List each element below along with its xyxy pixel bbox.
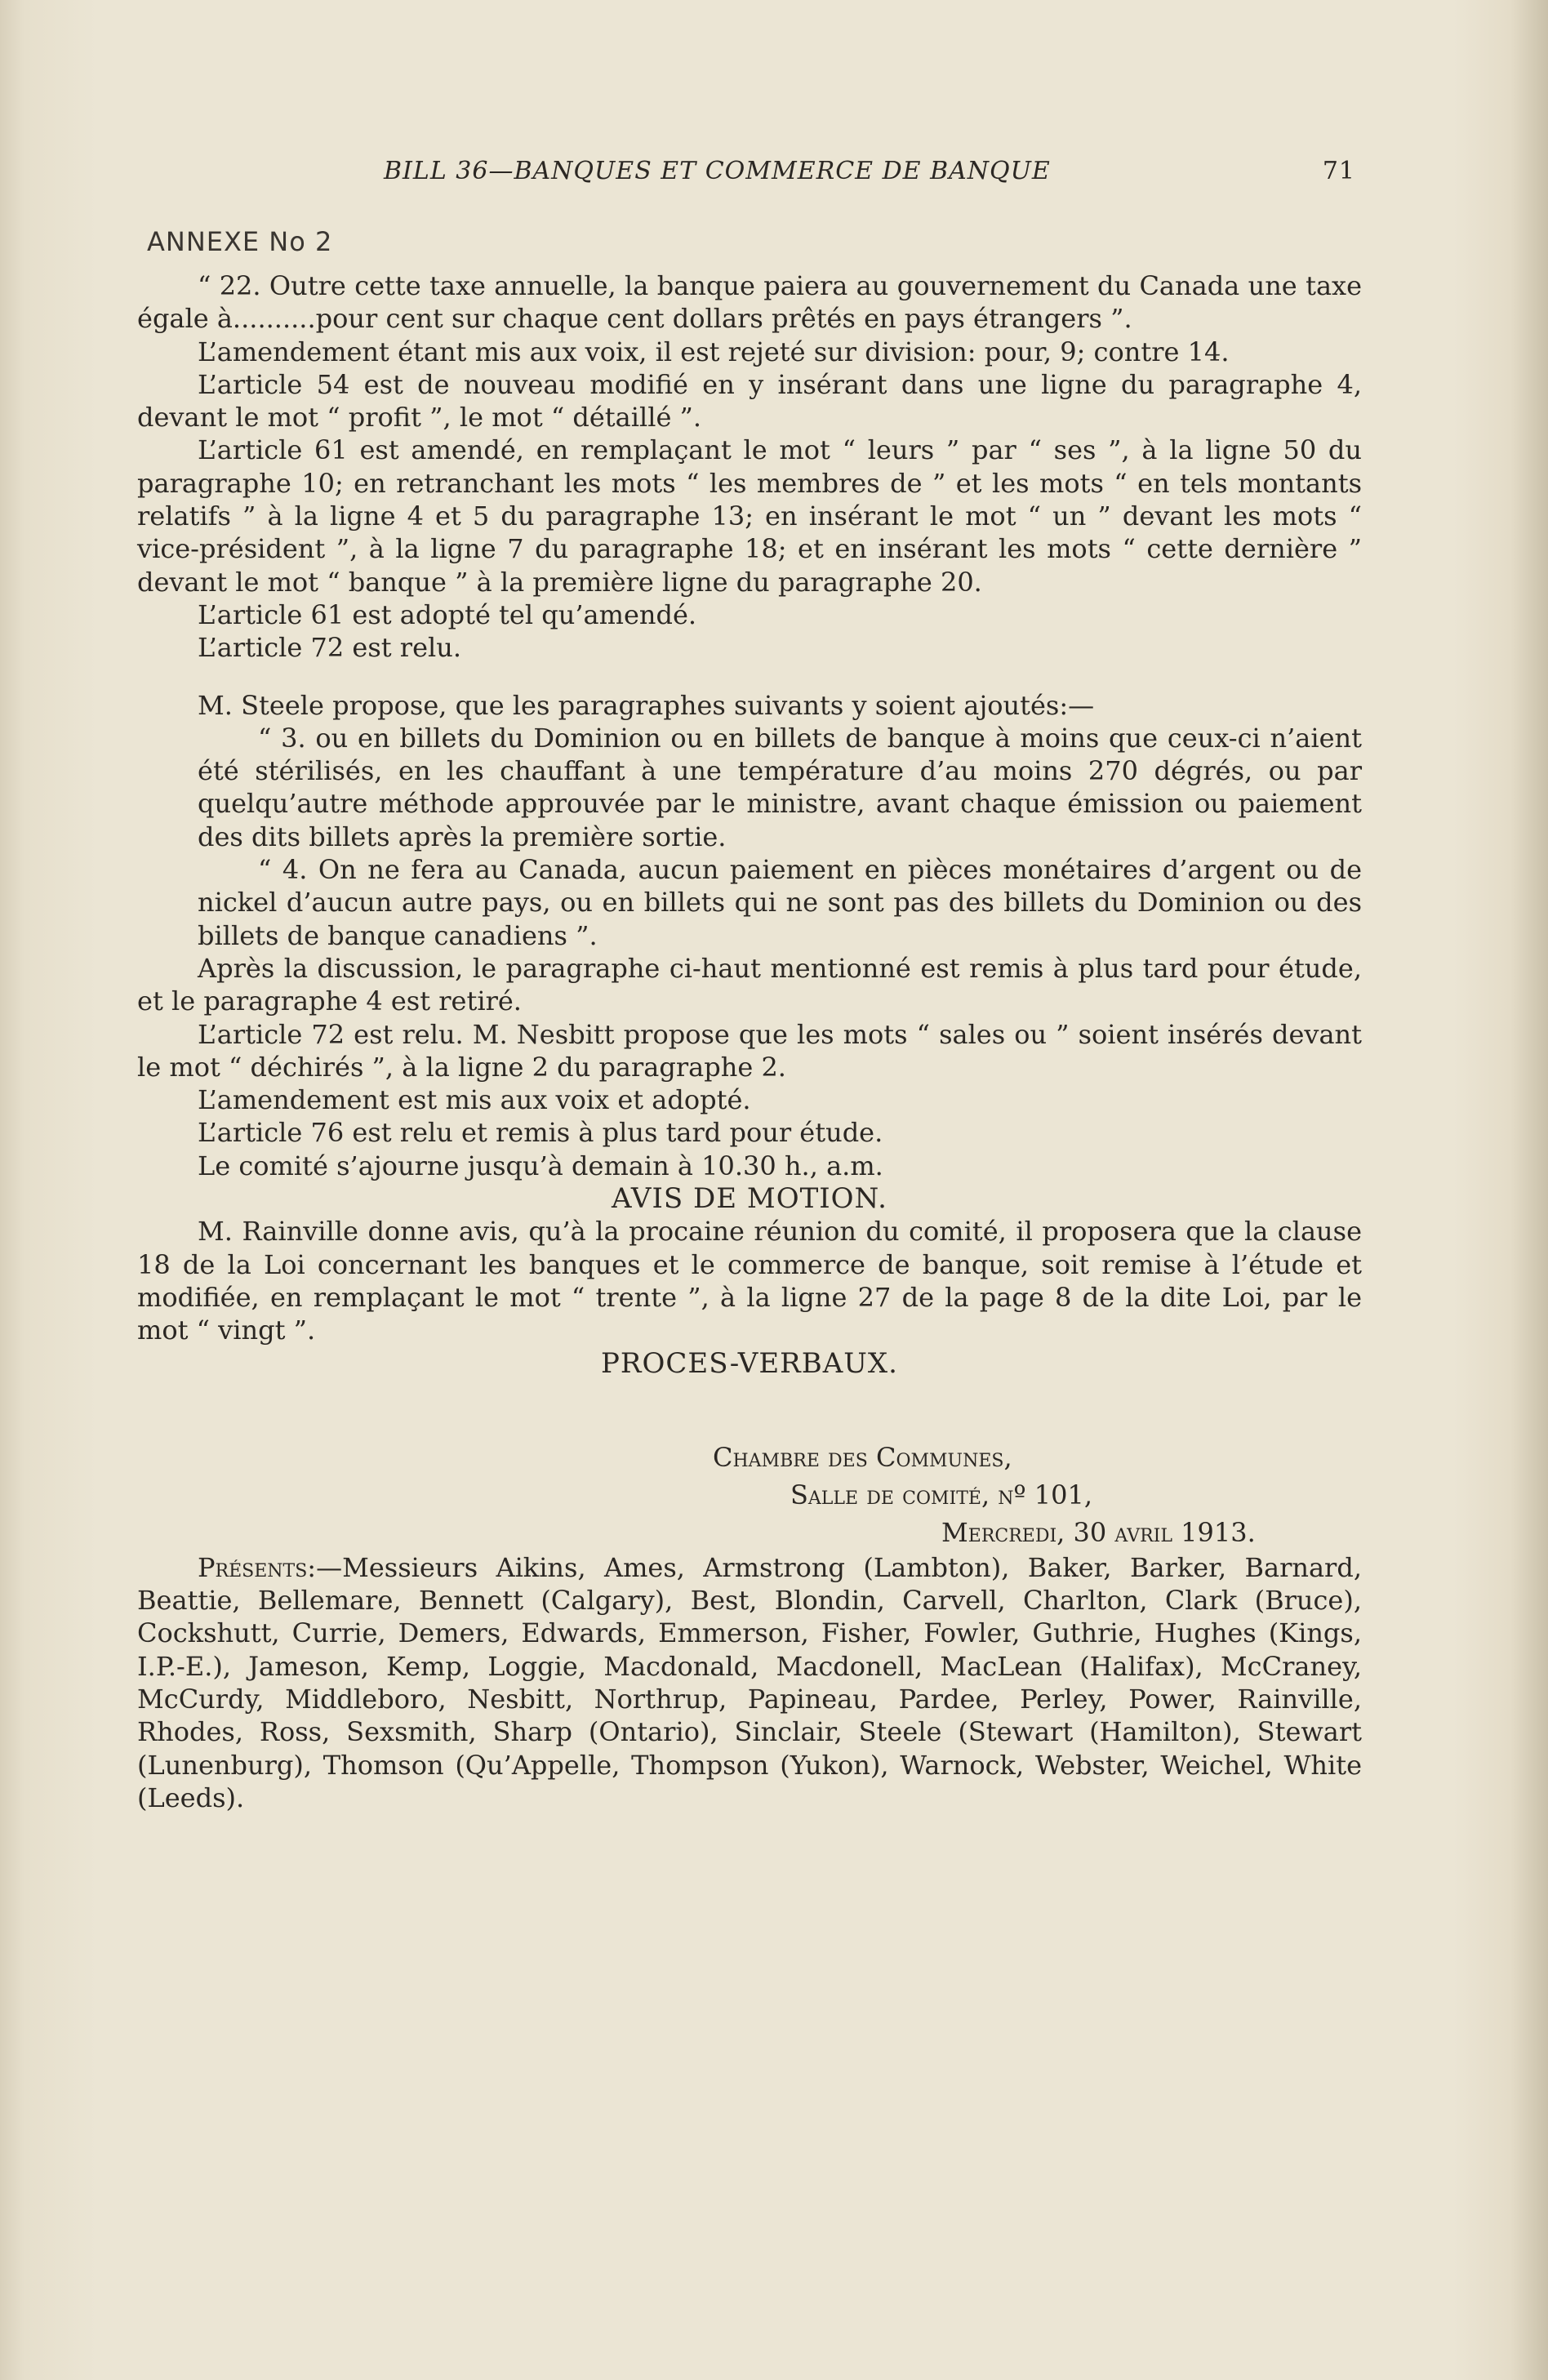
paragraph-amendment-adopted: L’amendement est mis aux voix et adopté. [198,1084,751,1116]
location-line-1: Chambre des Communes, [713,1441,1012,1473]
meeting-date: Mercredi, 30 avril 1913. [941,1516,1256,1548]
page-number: 71 [1322,157,1355,185]
quote-paragraph-3: “ 3. ou en billets du Dominion ou en billets de banque à moins que ceux-ci n’aient été stérilisés, en les chauffant à une température d’au moins 270 dégrés, ou par quelqu’autre méthode approuvée par le ministre, avant chaque émission ou paiement des dits billets après la première sortie. [198,722,1362,852]
paragraph-article-76: L’article 76 est relu et remis à plus tard pour étude. [198,1117,883,1149]
avis-heading: AVIS DE MOTION. [612,1182,887,1216]
document-body [137,269,1362,1814]
paragraph-article-72: L’article 72 est relu. [198,632,462,664]
paragraph-adjourn: Le comité s’ajourne jusqu’à demain à 10.30 h., a.m. [198,1150,883,1181]
paragraph-vote: L’amendement étant mis aux voix, il est rejeté sur division: pour, 9; contre 14. [198,336,1230,367]
paragraph-article-61: L’article 61 est amendé, en remplaçant le mot “ leurs ” par “ ses ”, à la ligne 50 du paragraphe 10; en retranchant les mots “ les membres de ” et les mots “ en tels montants relatifs ” à la ligne 4 et 5 du paragraphe 13; en insérant le mot “ un ” devant les mots “ vice-président ”, à la ligne 7 du paragraphe 18; et en insérant les mots “ cette dernière ” devant le mot “ banque ” à la première ligne du paragraphe 20. [137,434,1362,598]
location-line-2: Salle de comité, nº 101, [790,1479,1093,1510]
paragraph-discussion: Après la discussion, le paragraphe ci-haut mentionné est remis à plus tard pour étude, et le paragraphe 4 est retiré. [137,952,1362,1017]
paragraph-nesbitt: L’article 72 est relu. M. Nesbitt propose que les mots “ sales ou ” soient insérés devant le mot “ déchirés ”, à la ligne 2 du paragraphe 2. [137,1018,1362,1083]
steele-intro: M. Steele propose, que les paragraphes suivants y soient ajoutés:— [198,689,1095,721]
annexe-label: ANNEXE No 2 [147,226,333,257]
paragraph-article-61-adopted: L’article 61 est adopté tel qu’amendé. [198,598,697,630]
header-title: BILL 36—BANQUES ET COMMERCE DE BANQUE [384,157,1051,185]
meeting-location [137,1439,1362,1551]
presents-list: —Messieurs Aikins, Ames, Armstrong (Lambton), Baker, Barker, Barnard, Beattie, Bellemare, Bennett (Calgary), Best, Blondin, Carvell, Charlton, Clark (Bruce), Cockshutt, Currie, Demers, Edwards, Emmerson, Fisher, Fowler, Guthrie, Hughes (Kings, I.P.-E.), Jameson, Kemp, Loggie, Macdonald, Macdonell, MacLean (Halifax), McCraney, McCurdy, Middleboro, Nesbitt, Northrup, Papineau, Pardee, Perley, Power, Rainville, Rhodes, Ross, Sexsmith, Sharp (Ontario), Sinclair, Steele (Stewart (Hamilton), Stewart (Lunenburg), Thomson (Qu’Appelle, Thompson (Yukon), Warnock, Webster, Weichel, White (Leeds). [137,1551,1362,1813]
proces-heading: PROCES-VERBAUX. [601,1346,898,1380]
spacer [137,665,1362,689]
paragraph-article-54: L’article 54 est de nouveau modifié en y insérant dans une ligne du paragraphe 4, devant le mot “ profit ”, le mot “ détaillé ”. [137,368,1362,434]
paragraph-22: “ 22. Outre cette taxe annuelle, la banque paiera au gouvernement du Canada une taxe égale à..........pour cent sur chaque cent dollars prêtés en pays étrangers ”. [137,270,1362,335]
avis-text: M. Rainville donne avis, qu’à la procaine réunion du comité, il proposera que la clause 18 de la Loi concernant les banques et le commerce de banque, soit remise à l’étude et modifiée, en remplaçant le mot “ trente ”, à la ligne 27 de la page 8 de la dite Loi, par le mot “ vingt ”. [137,1216,1362,1346]
presents-label: Présents: [198,1551,317,1583]
presents-paragraph [137,1551,1362,1814]
quote-paragraph-4: “ 4. On ne fera au Canada, aucun paiement en pièces monétaires d’argent ou de nickel d’aucun autre pays, ou en billets qui ne sont pas des billets du Dominion ou des billets de banque canadiens ”. [198,854,1362,951]
proposed-paragraphs [137,722,1362,952]
